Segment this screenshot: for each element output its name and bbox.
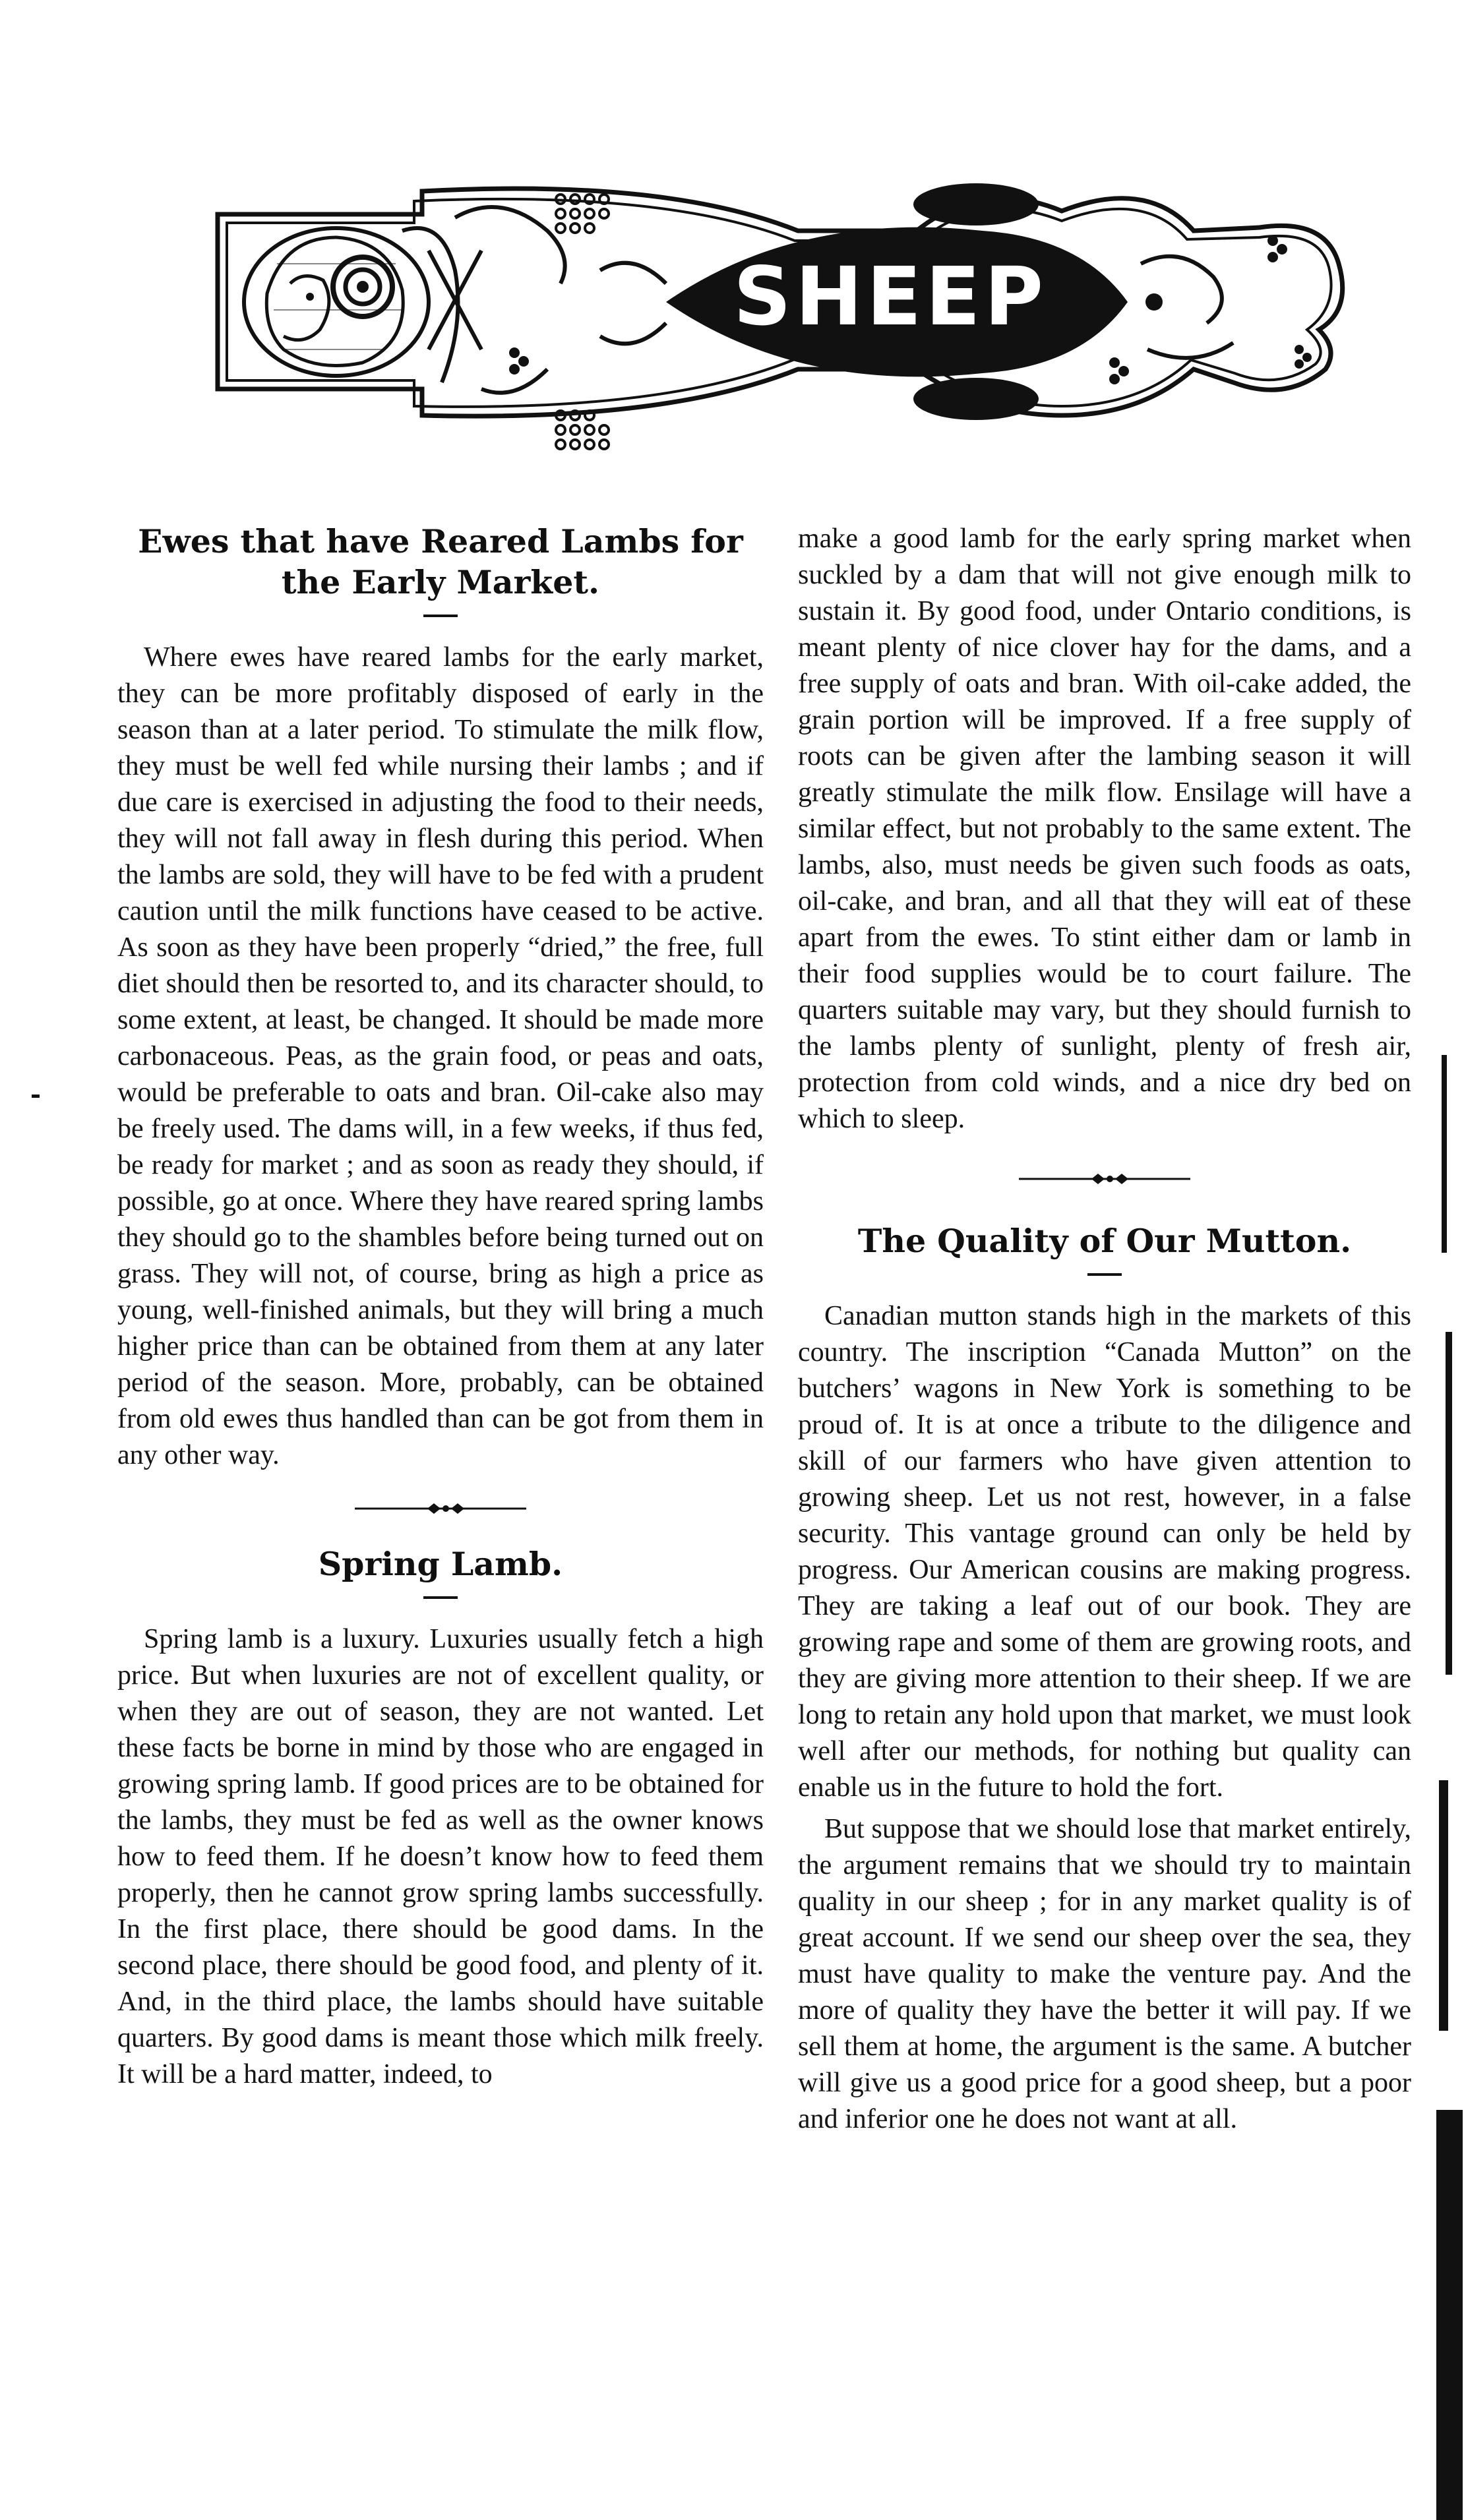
scan-edge-shadow [1436, 1055, 1464, 2520]
article-mutton-paragraph-2: But suppose that we should lose that market entirely, the argument remains that we should try to maintain quality in our sheep ; for in any market quality is of great account. If we send our sheep over the sea, they must have quality to make the venture pay. And the more of quality they have the better it will pay. If we sell them at home, the argument is the same. A butcher will give us a good price for a good sheep, but a poor and inferior one he does not want at all. [798, 1814, 1411, 2134]
article-spring-lamb [117, 1544, 764, 2093]
article-spring-lamb-continuation: make a good lamb for the early spring market when suckled by a dam that will not give enough milk to sustain it. By good food, under Ontario conditions, is meant plenty of nice clover hay for the dams, and a free supply of oats and bran. With oil-cake added, the grain portion will be improved. If a free supply of roots can be given after the lambing season it will greatly stimulate the milk flow. Ensilage will have a similar effect, but not probably to the same extent. The lambs, also, must needs be given such foods as oats, oil-cake, and bran, and all that they will eat of these apart from the ewes. To stint either dam or lamb in their food supplies would be to court failure. The quarters suitable may vary, but they should furnish to the lambs plenty of sunlight, plenty of fresh air, protection from cold winds, and a nice dry bed on which to sleep. [798, 524, 1411, 1134]
sheep-masthead [204, 152, 1385, 495]
article-ewes-paragraph: Where ewes have reared lambs for the early market, they can be more profitably disposed of early in the season than at a later period. To stimulate the milk flow, they must be well fed while nursing their lambs ; and if due care is exercised in adjusting the food to their needs, they will not fall away in flesh during this period. When the lambs are sold, they will have to be fed with a prudent caution until the milk functions have ceased to be active. As soon as they have been properly “dried,” the free, full diet should then be resorted to, and its character should, to some extent, at least, be changed. It should be made more carbonaceous. Peas, as the grain food, or peas and oats, would be preferable to oats and bran. Oil-cake also may be freely used. The dams will, in a few weeks, if thus fed, be ready for market ; and as soon as ready they should, if possible, go at once. Where they have reared spring lambs they should go to the shambles before being turned out on grass. They will not, of course, bring as high a price as young, well-finished animals, but they will bring a much higher price than can be obtained from them at any later period of the season. More, probably, can be obtained from old ewes thus handled than can be got from them in any other way. [117, 642, 764, 1470]
article-mutton-paragraph-1: Canadian mutton stands high in the markets of this country. The inscription “Canada Mutton” on the butchers’ wagons in New York is something to be proud of. It is at once a tribute to the diligence and skill of our farmers who have given attention to growing sheep. Let us not rest, however, in a false security. This vantage ground can only be held by progress. Our American cousins are making progress. They are taking a leaf out of our book. They are growing rape and some of them are growing roots, and they are giving more attention to their sheep. If we are long to retain any hold upon that market, we must look well after our methods, for nothing but quality can enable us in the future to hold the fort. [798, 1301, 1411, 1803]
article-ewes [117, 521, 764, 1474]
article-spring-lamb-paragraph: Spring lamb is a luxury. Luxuries usually fetch a high price. But when luxuries are not of excellent quality, or when they are out of season, they are not wanted. Let these facts be borne in mind by those who are engaged in growing spring lamb. If good prices are to be obtained for the lambs, they must be fed as well as the owner knows how to feed them. If he doesn’t know how to feed them properly, then he cannot grow spring lambs successfully. In the first place, there should be good dams. In the second place, there should be good food, and plenty of it. And, in the third place, the lambs should have suitable quarters. By good dams is meant those which milk freely. It will be a hard matter, indeed, to [117, 1624, 764, 2089]
article-mutton-title: The Quality of Our Mutton. [857, 1222, 1352, 1260]
title-rule [423, 1596, 458, 1599]
section-divider-ornament [355, 1500, 526, 1517]
title-rule [423, 615, 458, 617]
article-ewes-title: Ewes that have Reared Lambs for the Early Market. [138, 522, 743, 601]
right-column [798, 521, 1411, 2138]
ornamental-banner [204, 152, 1385, 495]
scan-speck [32, 1095, 40, 1098]
left-column [117, 521, 764, 2093]
title-rule [1087, 1273, 1122, 1276]
section-divider-ornament [1019, 1170, 1190, 1187]
ram-head-illustration [244, 228, 429, 376]
article-spring-lamb-title: Spring Lamb. [318, 1545, 563, 1583]
decorative-dots-bottom [556, 411, 609, 449]
banner-title: SHEEP [733, 250, 1048, 344]
article-mutton [798, 1220, 1411, 2138]
